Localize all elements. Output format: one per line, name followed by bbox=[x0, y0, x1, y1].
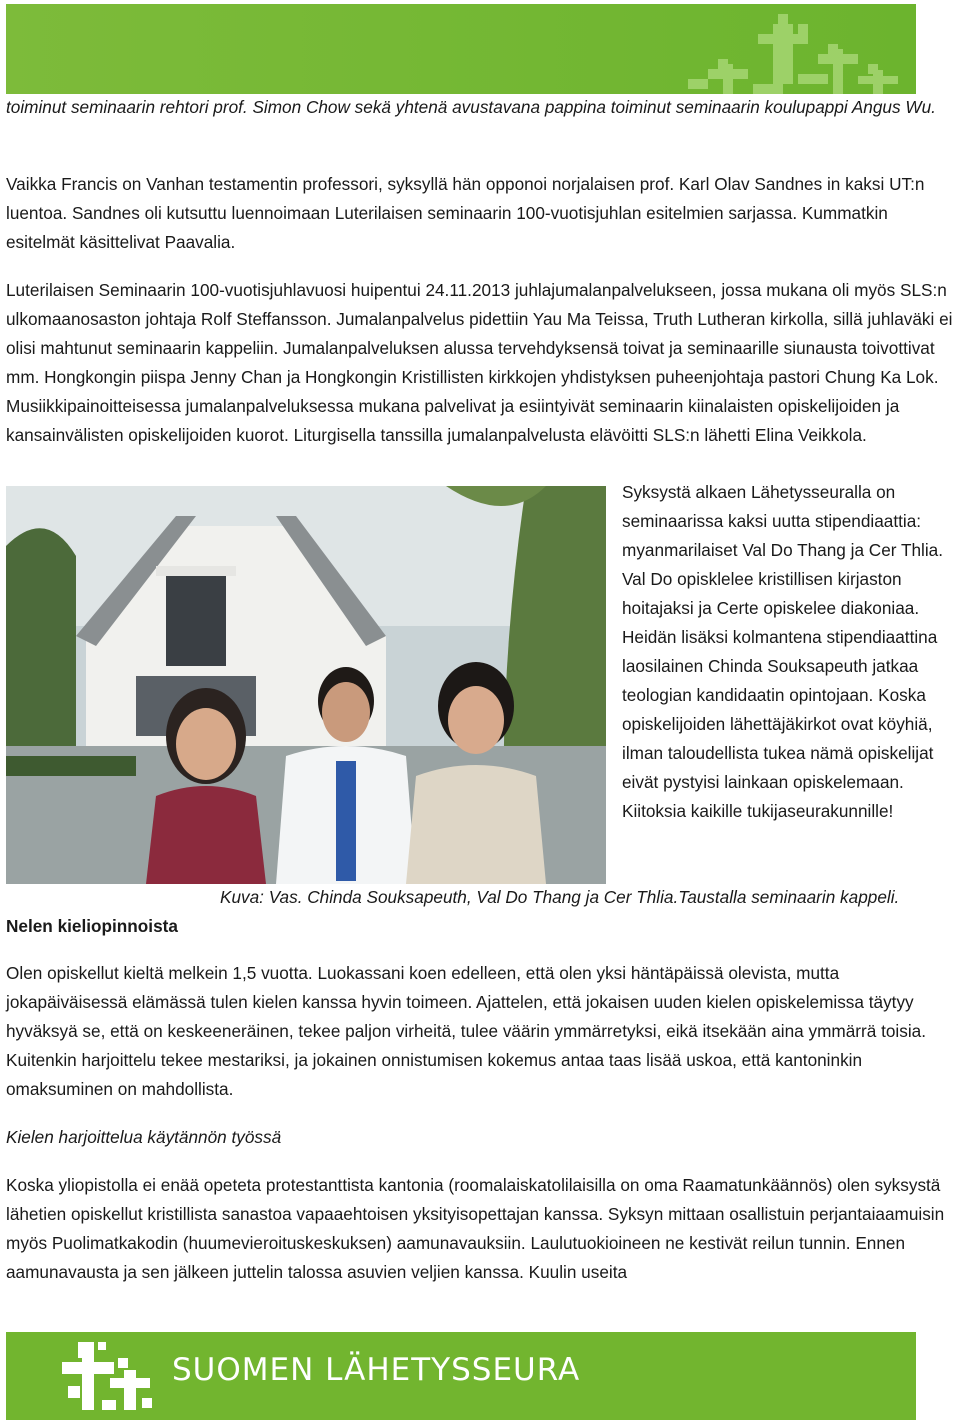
organization-name: SUOMEN LÄHETYSSEURA bbox=[172, 1352, 581, 1388]
photo-illustration bbox=[6, 486, 606, 884]
language-study-paragraph: Olen opiskellut kieltä melkein 1,5 vuotta. Luokassani koen edelleen, että olen yksi häntäpäissä olevista, mutta jokapäiväisessä elämässä tulen kielen kanssa hyvin toimeen. Ajattelen, että jokaisen uuden kielen opiskelemissa täytyy hyväksyä se, että on keskeeneräinen, tekee paljon virheitä, tulee väärin ymmärretyksi, eikä itsekään aina ymmärrä toisia. Kuitenkin harjoittelu tekee mestariksi, ja jokainen onnistumisen kokemus antaa taas lisää uskoa, että kantoninkin omaksuminen on mahdollista. bbox=[6, 963, 926, 1099]
jubilee-paragraph: Luterilaisen Seminaarin 100-vuotisjuhlavuosi huipentui 24.11.2013 juhlajumalanpalvelukseen, jossa mukana oli myös SLS:n ulkomaanosaston johtaja Rolf Steffansson. Jumalanpalvelus pidettiin Yau Ma Teissa, Truth Lutheran kirkolla, sillä juhlaväki ei olisi mahtunut seminaarin kappeliin. Jumalanpalveluksen alussa tervehdyksensä toivat ja seminaarille siunausta toivottivat mm. Hongkongin piispa Jenny Chan ja Hongkongin Kristillisten kirkkojen yhdistyksen puheenjohtaja pastori Chung Ka Lok. Musiikkipainoitteisessa jumalanpalveluksessa mukana palvelivat ja esiintyivät seminaarin kiinalaisten opiskelijoiden ja kansainvälisten opiskelijoiden kuorot. Liturgisella tanssilla jumalanpalvelusta elävöitti SLS:n lähetti Elina Veikkola. bbox=[6, 280, 953, 445]
practice-paragraph: Koska yliopistolla ei enää opeteta protestanttista kantonia (roomalaiskatolilaisilla on oma Raamatunkäännös) olen syksystä lähetien opiskellut kristillista sanastoa vapaaehtoisen yksityisopettajan kanssa. Syksyn mittaan osallistuin perjantaiaamuisin myös Puolimatkakodin (huumevieroituskeskuksen) aamunavauksiin. Laulutuokioineen ne kestivät reilun tunnin. Ennen aamunavausta ja sen jälkeen juttelin talossa asuvien veljien kanssa. Kuulin useita bbox=[6, 1175, 945, 1282]
footer-banner bbox=[6, 1332, 916, 1420]
intro-paragraph-1: toiminut seminaarin rehtori prof. Simon Chow sekä yhtenä avustavana pappina toiminut seminaarin koulupappi Angus Wu. bbox=[6, 97, 936, 117]
language-study-heading: Nelen kieliopinnoista bbox=[6, 916, 178, 936]
scholarship-paragraph: Syksystä alkaen Lähetysseuralla on seminaarissa kaksi uutta stipendiaattia: myanmarilaiset Val Do Thang ja Cer Thlia. Val Do opisklelee kristillisen kirjaston hoitajaksi ja Certe opiskelee diakoniaa. Heidän lisäksi kolmantena stipendiaattina laosilainen Chinda Souksapeuth jatkaa teologian kandidaatin opintojaan. Koska opiskelijoiden lähettäjäkirkot ovat köyhiä, ilman taloudellista tukea nämä opiskelijat eivät pystyisi lainkaan opiskelemaan. Kiitoksia kaikille tukijaseurakunnille! bbox=[622, 482, 943, 821]
cross-pattern-logo-icon bbox=[58, 1338, 158, 1414]
students-photo bbox=[6, 486, 606, 884]
practice-heading: Kielen harjoittelua käytännön työssä bbox=[6, 1127, 282, 1147]
intro-paragraph-2: Vaikka Francis on Vanhan testamentin professori, syksyllä hän opponoi norjalaisen prof. Karl Olav Sandnes in kaksi UT:n luentoa. Sandnes oli kutsuttu luennoimaan Luterilaisen seminaarin 100-vuotisjuhlan esitelmien sarjassa. Kummatkin esitelmät käsittelivat Paavalia. bbox=[6, 174, 925, 252]
photo-caption: Kuva: Vas. Chinda Souksapeuth, Val Do Thang ja Cer Thlia.Taustalla seminaarin kappeli. bbox=[220, 887, 900, 907]
top-banner bbox=[6, 4, 916, 94]
cross-pattern-icon bbox=[658, 4, 908, 94]
